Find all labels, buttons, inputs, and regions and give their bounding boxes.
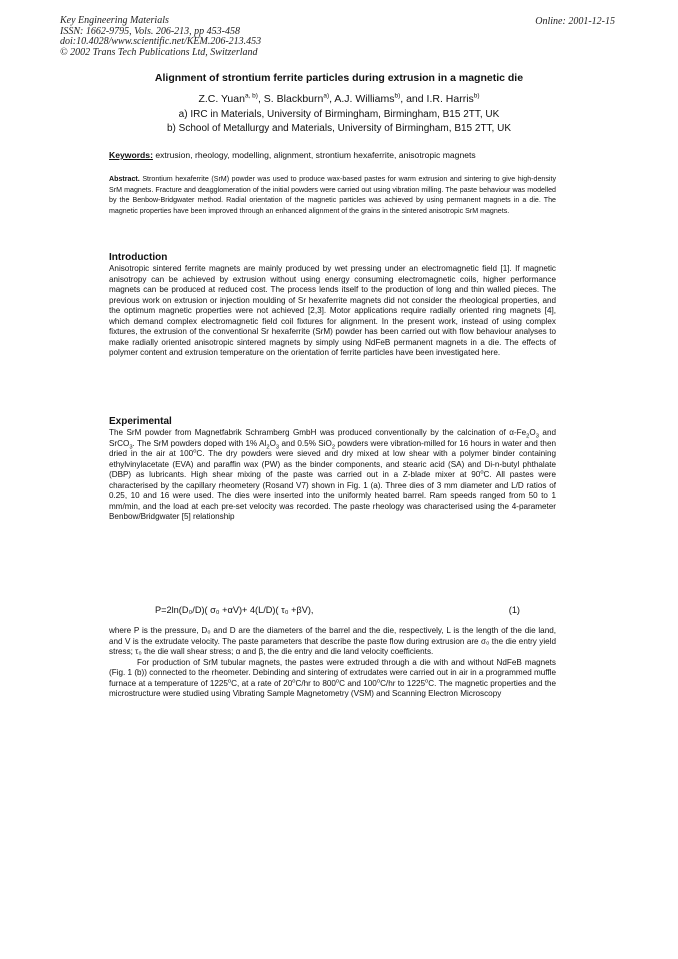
abstract (109, 174, 556, 216)
introduction-paragraph: Anisotropic sintered ferrite magnets are mainly produced by wet pressing under an electromagnetic field [1]. If magnetic anisotropy can be achieved by extrusion without using energy consuming electromagnetic coils, higher performance magnets can be produced at reduced cost. The process lends itself to the production of long and thin walled pieces. The previous work on extrusion or injection moulding of Sr hexaferrite magnets did not consider the rheological properties, and the optimum magnetic properties were not achieved [2,3]. Motor applications require radially oriented ring magnets [4], which demand complex electromagnetic field coil fixtures for alignment. In the present work, instead of using complex fixtures, the extrusion of the conventional Sr hexaferrite (SrM) powder has been carried out with flow behaviour analyses to make radially oriented anisotropic sintered magnets by simply using NdFeB permanent magnets in a die. The effects of polymer content and extrusion temperature on the orientation of ferrite particles have been investigated here. (109, 264, 556, 357)
experimental-paragraph-3: For production of SrM tubular magnets, the pastes were extruded through a die with and without NdFeB magnets (Fig. 1 (b)) connected to the rheometer. Debinding and sintering of extrudates were carried out in air in a programmed muffle furnace at a temperature of 1225$^o$C, at a rate of 20$^o$C/hr to 800$^o$C and 100$^o$C/hr to 1225$^o$C. The magnetic properties and the microstructure were studied using Vibrating Sample Magnetometry (VSM) and Scanning Electron Microscopy (109, 657, 556, 698)
introduction-body (109, 264, 556, 359)
author-affiliation-mark: a) (323, 92, 330, 100)
author-name: , A.J. Williams (329, 93, 395, 105)
equation-number: (1) (508, 605, 520, 615)
online-date: Online: 2001-12-15 (535, 16, 615, 27)
issn-line: ISSN: 1662-9795, Vols. 206-213, pp 453-458 (60, 25, 240, 37)
experimental-paragraph-2: where P is the pressure, D₀ and D are the diameters of the barrel and the die, respectively, L is the length of the die land, and V is the extrudate velocity. The paste parameters that describe the paste flow during extrusion are σ₀ the die entry yield stress; τ₀ the die wall shear stress; α and β, the die entry and die land velocity coefficients. (109, 626, 556, 656)
author-name: , and I.R. Harris (400, 93, 474, 105)
author-list (0, 93, 678, 105)
keywords (109, 150, 476, 160)
paper-title: Alignment of strontium ferrite particles during extrusion in a magnetic die (154, 72, 524, 84)
experimental-paragraph-1: The SrM powder from Magnetfabrik Schramberg GmbH was produced conventionally by the calcination of $\alpha-Fe_2O_3$ and SrCO$_3$. The SrM powders doped with 1% $Al_2O_3$ and 0.5% SiO$_2$ powders were vibration-milled for 16 hours in water and then dried in the air at 100$^o$C. The dry powders were sieved and dry mixed at low shear with a polymer binder containing ethylvinylacetate (EVA) and paraffin wax (PW) as the binder components, and stearic acid (SA) and Di-n-butyl phthalate (DBP) as lubricants. High shear mixing of the paste was carried out in a Z-blade mixer at 90$^o$C. All pastes were characterised by the capillary rheometery (Rosand V7) shown in Fig. 1 (a). Three dies of 3 mm diameter and L/D ratios of 0.25, 10 and 16 were used. The dies were inserted into the uniformly heated barrel. Ram speeds ranged from 50 to 1 mm/min, and the load at each pre-set velocity was recorded. The paste rheology was characterised using the 4-parameter Benbow/Bridgwater [5] relationship (109, 428, 557, 521)
keywords-text: extrusion, rheology, modelling, alignment, strontium hexaferrite, anisotropic magnets (152, 150, 476, 160)
author-name: , S. Blackburn (257, 93, 324, 105)
journal-name: Key Engineering Materials (60, 15, 169, 26)
affiliation-b: b) School of Metallurgy and Materials, University of Birmingham, B15 2TT, UK (166, 123, 512, 134)
author-affiliation-mark: b) (394, 92, 401, 100)
equation-text: P=2ln(D₀/D)( σ₀ +αV)+ 4(L/D)( τ₀ +βV), (155, 605, 314, 615)
experimental-body-continued (109, 626, 556, 700)
author-affiliation-mark: b) (473, 92, 480, 100)
introduction-heading: Introduction (109, 252, 168, 263)
abstract-text: Strontium hexaferrite (SrM) powder was used to produce wax-based pastes for warm extrusion and sintering to give high-density SrM magnets. Fracture and deagglomeration of the initial powders were carried out using vibration milling. The paste behaviour was modelled by the Benbow-Bridgwater method. Radial orientation of the magnetic particles was achieved by using permanent magnets in a die. The magnetic properties have been improved through an enhanced alignment of the grains in the sintered anisotropic SrM magnets. (109, 175, 556, 215)
abstract-label: Abstract. (109, 175, 140, 183)
journal-header (60, 16, 261, 58)
experimental-body (109, 428, 556, 523)
experimental-heading: Experimental (109, 416, 172, 427)
author-affiliation-mark: a, b) (244, 92, 258, 100)
copyright-line: © 2002 Trans Tech Publications Ltd, Switzerland (60, 46, 258, 58)
keywords-label: Keywords: (109, 150, 153, 160)
author-name: Z.C. Yuan (198, 93, 245, 105)
affiliation-a: a) IRC in Materials, University of Birmingham, Birmingham, B15 2TT, UK (178, 109, 500, 120)
doi-line: doi:10.4028/www.scientific.net/KEM.206-213.453 (60, 36, 262, 48)
